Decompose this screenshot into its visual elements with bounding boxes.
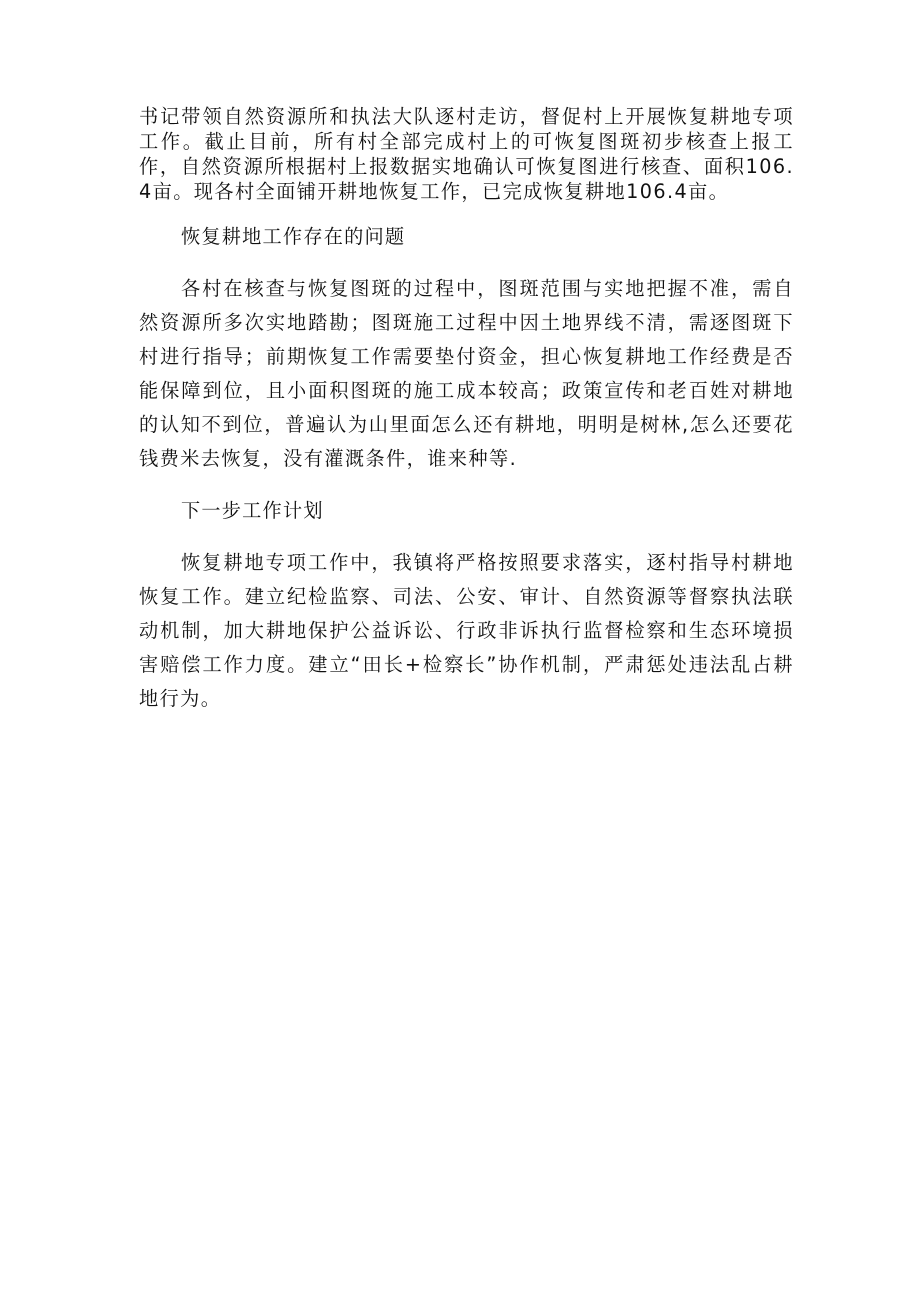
opening-paragraph: 书记带领自然资源所和执法大队逐村走访，督促村上开展恢复耕地专项工作。截止目前，所有村全部完成村上的可恢复图斑初步核查上报工作，自然资源所根据村上报数据实地确认可恢复图进行核查、面积106.4亩。现各村全面铺开耕地恢复工作，已完成恢复耕地106.4亩。: [139, 105, 794, 203]
section-heading-problems: 恢复耕地工作存在的问题: [181, 225, 406, 248]
section-heading-next-plan: 下一步工作计划: [181, 499, 324, 522]
next-plan-paragraph: 恢复耕地专项工作中，我镇将严格按照要求落实，逐村指导村耕地恢复工作。建立纪检监察、司法、公安、审计、自然资源等督察执法联动机制，加大耕地保护公益诉讼、行政非诉执行监督检察和生态环境损害赔偿工作力度。建立“田长+检察长”协作机制，严肃惩处违法乱占耕地行为。: [139, 551, 794, 710]
document-content: [139, 104, 794, 716]
problems-paragraph: 各村在核查与恢复图斑的过程中，图斑范围与实地把握不准，需自然资源所多次实地踏勘；图斑施工过程中因土地界线不清，需逐图斑下村进行指导；前期恢复工作需要垫付资金，担心恢复耕地工作经费是否能保障到位，且小面积图斑的施工成本较高；政策宣传和老百姓对耕地的认知不到位，普遍认为山里面怎么还有耕地，明明是树林,怎么还要花钱费米去恢复，没有灌溉条件，谁来种等.: [139, 277, 794, 470]
